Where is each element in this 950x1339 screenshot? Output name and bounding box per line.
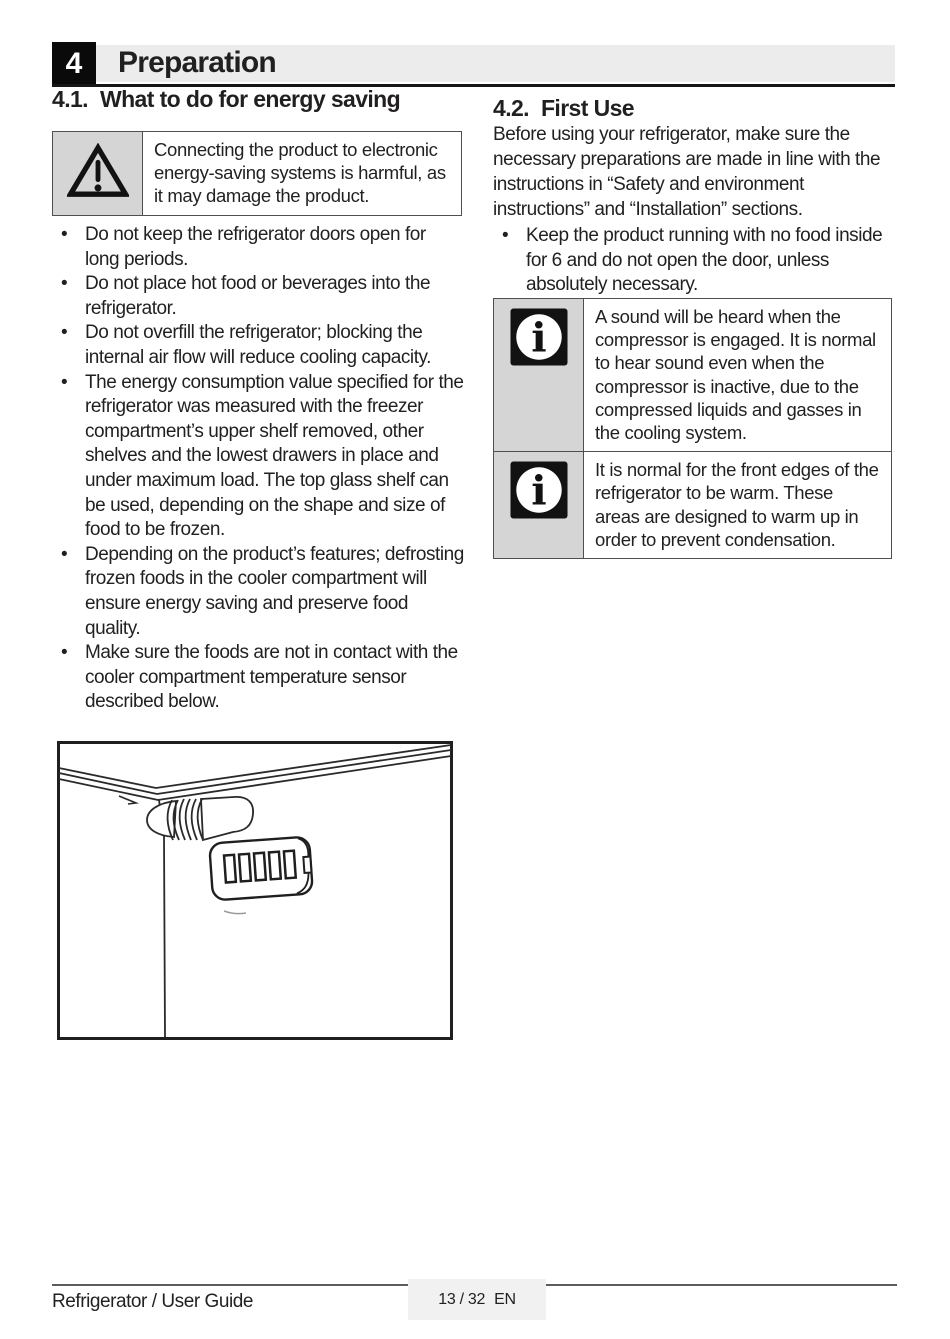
section-heading-first-use (493, 95, 634, 122)
list-item-text: Make sure the foods are not in contact with the cooler compartment temperature sensor described below. (85, 642, 458, 713)
bullet-icon: • (61, 322, 68, 344)
energy-saving-bullet-list (52, 223, 464, 715)
list-item-text: Do not overfill the refrigerator; blocking the internal air flow will reduce cooling capacity. (85, 322, 432, 368)
warning-triangle-icon (67, 143, 129, 204)
list-item (493, 224, 893, 298)
language-code: EN (494, 1290, 516, 1308)
list-item (52, 371, 464, 543)
info-box-compressor-sound (493, 298, 892, 452)
chapter-number: 4 (52, 42, 96, 86)
info-icon (510, 461, 568, 524)
section-heading-energy-saving (52, 86, 400, 113)
info-text: It is normal for the front edges of the refrigerator to be warm. These areas are designed to warm up in order to prevent condensation. (595, 459, 879, 550)
info-icon (510, 308, 568, 371)
info-note-stack (493, 298, 892, 559)
first-use-intro: Before using your refrigerator, make sure the necessary preparations are made in line with the instructions in “Safety and environment instructions” and “Installation” sections. (493, 124, 881, 220)
list-item-text: Keep the product running with no food inside for 6 and do not open the door, unless absolutely necessary. (526, 225, 883, 296)
list-item (52, 321, 464, 370)
info-icon-cell (494, 299, 584, 451)
bullet-icon: • (61, 224, 68, 245)
bullet-icon: • (61, 371, 68, 393)
page-indicator: 13 / 32 (438, 1290, 486, 1308)
list-item (52, 641, 464, 715)
temperature-sensor-diagram (57, 741, 453, 1040)
chapter-title: Preparation (118, 46, 276, 79)
warning-box (52, 131, 462, 216)
list-item-text: Do not place hot food or beverages into the refrigerator. (85, 273, 431, 319)
bullet-icon: • (61, 273, 68, 295)
footer-doc-title: Refrigerator / User Guide (52, 1291, 253, 1312)
svg-text:i: i (530, 466, 547, 515)
section-number: 4.2. (493, 95, 529, 121)
section-number: 4.1. (52, 86, 88, 112)
info-text: A sound will be heard when the compressor is engaged. It is normal to hear sound even when the compressor is inactive, due to the compressed liquids and gasses in the cooling system. (595, 306, 876, 444)
info-icon-cell (494, 452, 584, 558)
section-title: First Use (540, 95, 634, 121)
bullet-icon: • (61, 543, 68, 565)
list-item-text: Depending on the product’s features; defrosting frozen foods in the cooler compartment will ensure energy saving and preserve food quality. (85, 543, 464, 639)
bullet-icon: • (502, 225, 509, 246)
list-item-text: Do not keep the refrigerator doors open for long periods. (85, 224, 426, 270)
warning-icon-cell (53, 132, 143, 215)
warning-text: Connecting the product to electronic energy-saving systems is harmful, as it may damage the product. (154, 139, 446, 207)
list-item (52, 543, 464, 641)
list-item-text: The energy consumption value specified for the refrigerator was measured with the freezer compartment’s upper shelf removed, other shelves and the lowest drawers in place and under maximum load. The top glass shelf can be used, depending on the shape and size of food to be frozen. (85, 371, 464, 541)
bullet-icon: • (61, 642, 68, 664)
page-indicator-box (408, 1279, 546, 1320)
list-item (52, 223, 464, 272)
list-item (52, 272, 464, 321)
info-box-warm-edges (493, 451, 892, 559)
chapter-header (52, 42, 895, 86)
section-title: What to do for energy saving (99, 86, 401, 112)
first-use-bullet-list (493, 224, 893, 298)
svg-text:i: i (530, 313, 547, 362)
